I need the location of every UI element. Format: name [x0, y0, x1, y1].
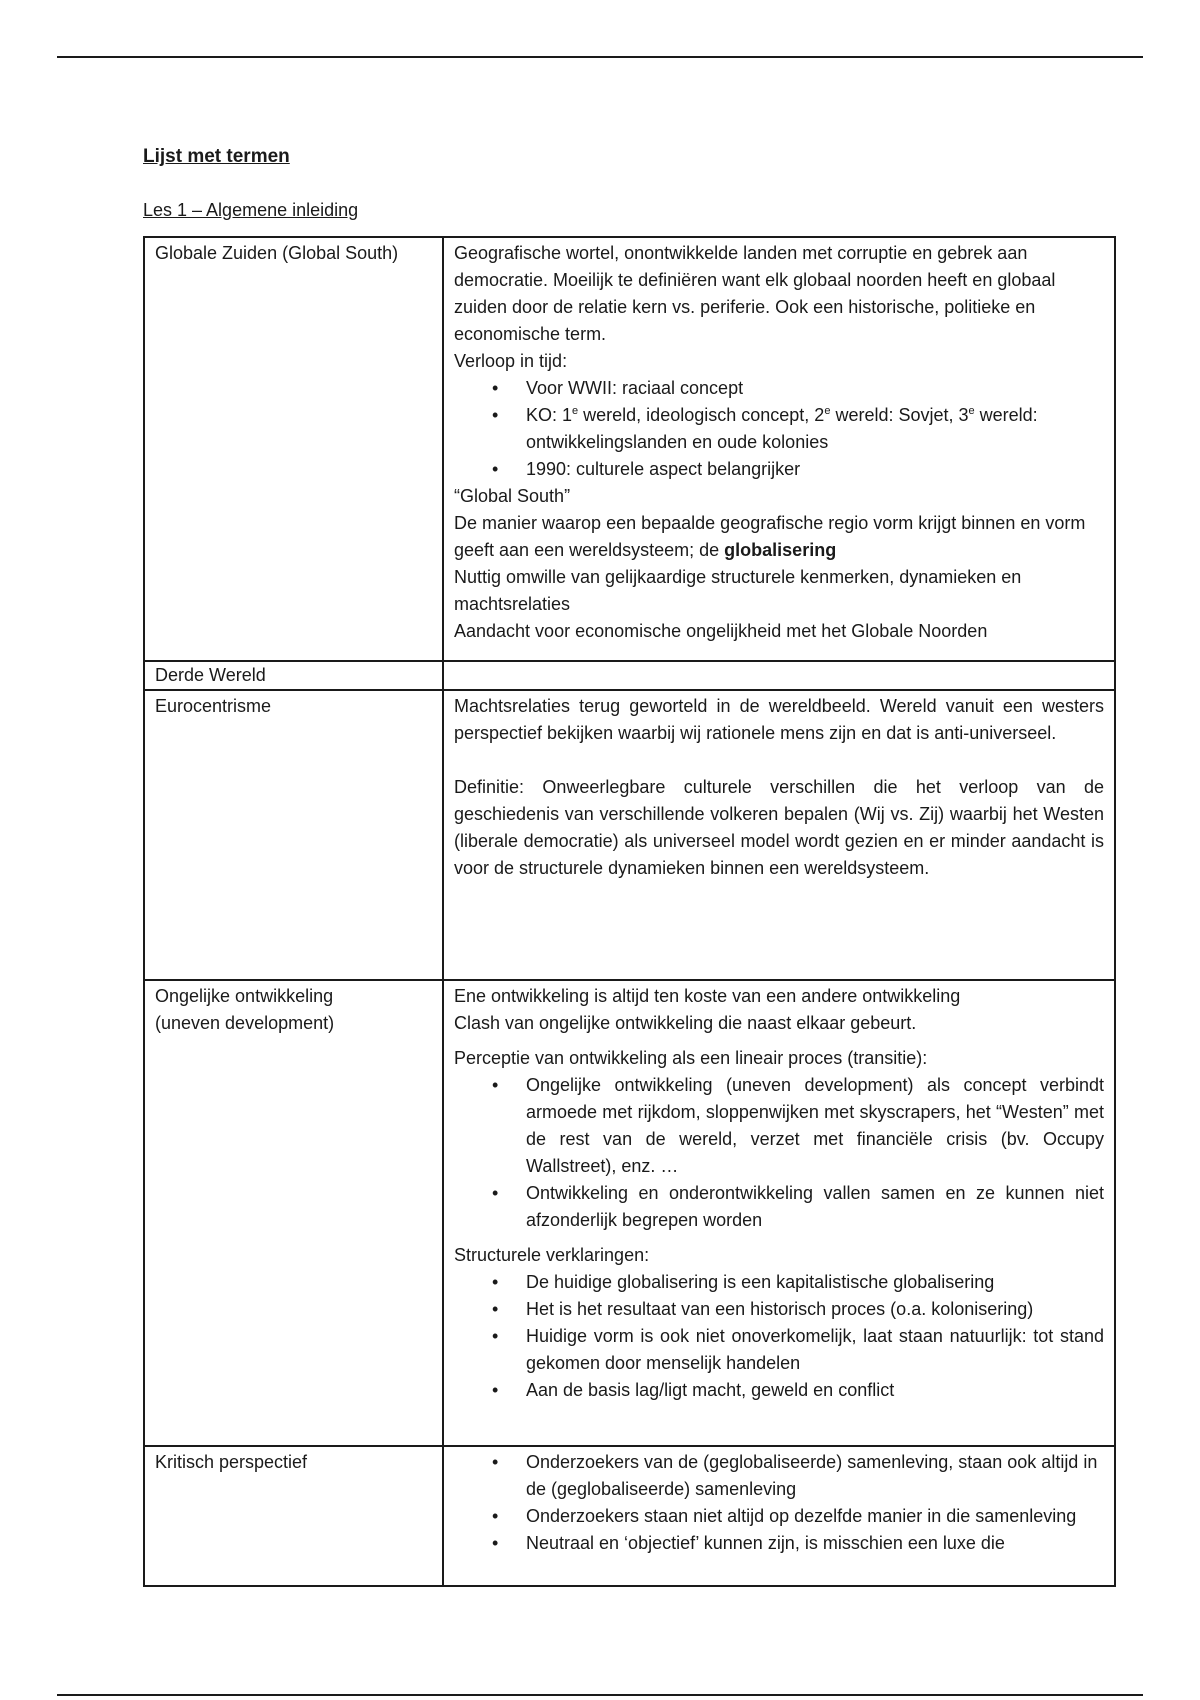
list-item: • KO: 1e wereld, ideologisch concept, 2e wereld: Sovjet, 3e wereld: ontwikkelingslanden en oude kolonies [526, 402, 1104, 456]
global-south-useful: Nuttig omwille van gelijkaardige structurele kenmerken, dynamieken en machtsrelaties [454, 567, 1022, 614]
term-cell [144, 237, 443, 661]
timeline-label: Verloop in tijd: [454, 351, 568, 371]
list-item: • Ongelijke ontwikkeling (uneven development) als concept verbindt armoede met rijkdom, sloppenwijken met skyscrapers, het “Westen” met de rest van de wereld, verzet met financiële crisis (bv. Occupy Wallstreet), enz. … [526, 1072, 1104, 1180]
definition-cell [443, 980, 1115, 1446]
term-cell [144, 661, 443, 690]
term-critical: Kritisch perspectief [155, 1452, 308, 1472]
globalisation-definition: De manier waarop een bepaalde geografische regio vorm krijgt binnen en vorm geeft aan een wereldsysteem; de globalisering [454, 513, 1086, 560]
list-item: • De huidige globalisering is een kapitalistische globalisering [526, 1269, 1104, 1296]
timeline-list [454, 375, 1104, 483]
term-eurocentrism: Eurocentrisme [155, 696, 272, 716]
perception-label: Perceptie van ontwikkeling als een lineair proces (transitie): [454, 1048, 928, 1068]
list-item: • Ontwikkeling en onderontwikkeling vallen samen en ze kunnen niet afzonderlijk begrepen worden [526, 1180, 1104, 1234]
header-rule [57, 56, 1143, 58]
footer-rule [57, 1694, 1143, 1696]
list-item: • Het is het resultaat van een historisch proces (o.a. kolonisering) [526, 1296, 1104, 1323]
document-title: Lijst met termen [143, 146, 290, 167]
table-row [144, 237, 1115, 661]
term-global-south: Globale Zuiden (Global South) [155, 243, 399, 263]
terms-table [143, 236, 1116, 1587]
term-uneven-line1: Ongelijke ontwikkeling [155, 986, 334, 1006]
term-cell [144, 690, 443, 980]
definition-cell [443, 1446, 1115, 1586]
structural-list [454, 1269, 1104, 1404]
term-third-world: Derde Wereld [155, 665, 266, 685]
section-title: Les 1 – Algemene inleiding [143, 200, 359, 220]
table-row [144, 661, 1115, 690]
list-item: • Onderzoekers staan niet altijd op dezelfde manier in die samenleving [526, 1503, 1104, 1530]
uneven-line1: Ene ontwikkeling is altijd ten koste van een andere ontwikkeling [454, 986, 961, 1006]
table-row [144, 1446, 1115, 1586]
eurocentrism-p1: Machtsrelaties terug geworteld in de wereldbeeld. Wereld vanuit een westers perspectief bekijken waarbij wij rationele mens zijn en dat is anti-universeel. [454, 696, 1104, 743]
term-cell [144, 1446, 443, 1586]
global-south-intro: Geografische wortel, onontwikkelde landen met corruptie en gebrek aan democratie. Moeilijk te definiëren want elk globaal noorden heeft en globaal zuiden door de relatie kern vs. periferie. Ook een historische, politieke en economische term. [454, 243, 1056, 344]
definition-cell [443, 661, 1115, 690]
structural-label: Structurele verklaringen: [454, 1245, 650, 1265]
global-south-attention: Aandacht voor economische ongelijkheid met het Globale Noorden [454, 621, 988, 641]
table-row [144, 980, 1115, 1446]
list-item: • Neutraal en ‘objectief’ kunnen zijn, is misschien een luxe die [526, 1530, 1104, 1557]
global-south-quote: “Global South” [454, 486, 571, 506]
list-item: • Aan de basis lag/ligt macht, geweld en conflict [526, 1377, 1104, 1404]
term-cell [144, 980, 443, 1446]
list-item: • Onderzoekers van de (geglobaliseerde) samenleving, staan ook altijd in de (geglobaliseerde) samenleving [526, 1449, 1104, 1503]
eurocentrism-definition: Definitie: Onweerlegbare culturele verschillen die het verloop van de geschiedenis van verschillende volkeren bepalen (Wij vs. Zij) waarbij het Westen (liberale democratie) als universeel model wordt gezien en er minder aandacht is voor de structurele dynamieken binnen een wereldsysteem. [454, 777, 1104, 878]
list-item: • 1990: culturele aspect belangrijker [526, 456, 1104, 483]
perception-list [454, 1072, 1104, 1234]
critical-list [454, 1449, 1104, 1557]
list-item: • Huidige vorm is ook niet onoverkomelijk, laat staan natuurlijk: tot stand gekomen door menselijk handelen [526, 1323, 1104, 1377]
table-row [144, 690, 1115, 980]
definition-cell [443, 690, 1115, 980]
list-item: • Voor WWII: raciaal concept [526, 375, 1104, 402]
uneven-line2: Clash van ongelijke ontwikkeling die naast elkaar gebeurt. [454, 1013, 917, 1033]
definition-cell [443, 237, 1115, 661]
term-uneven-line2: (uneven development) [155, 1013, 335, 1033]
